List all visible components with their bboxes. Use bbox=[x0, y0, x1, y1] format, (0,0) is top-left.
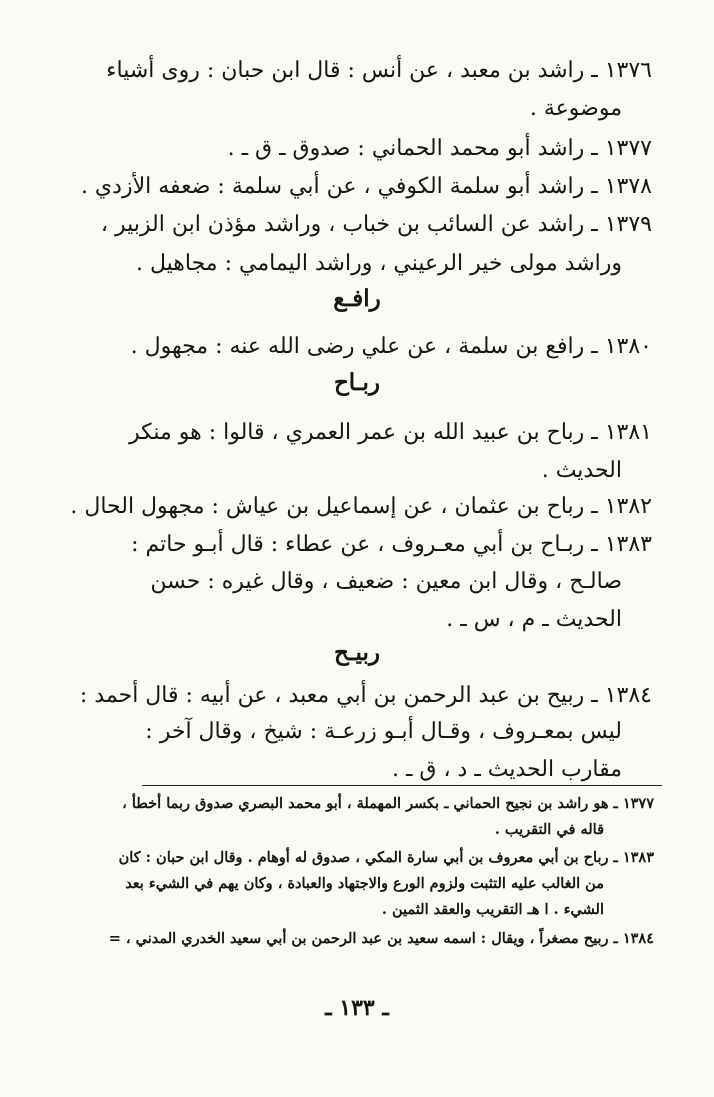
entry-1383-cont-2: الحديث ـ م ، س ـ . bbox=[446, 607, 622, 632]
footnote-1377-cont: قاله في التقريب . bbox=[494, 821, 604, 838]
section-heading-rubayh: ربيـح bbox=[333, 639, 381, 666]
section-heading-rafi: رافـع bbox=[333, 285, 381, 312]
footnote-1383: ١٣٨٣ ـ رباح بن أبي معروف بن أبي سارة المكي ، صدوق له أوهام . وقال ابن حبان : كان bbox=[118, 849, 654, 866]
footnote-1384: ١٣٨٤ ـ ربيح مصغراً ، ويقال : اسمه سعيد بن عبد الرحمن بن أبي سعيد الخدري المدني ، = bbox=[108, 930, 654, 947]
entry-1377: ١٣٧٧ ـ راشد أبو محمد الحماني : صدوق ـ ق ـ . bbox=[227, 136, 652, 161]
entry-1384-cont-2: مقارب الحديث ـ د ، ق ـ . bbox=[391, 757, 622, 782]
footnote-divider bbox=[142, 785, 662, 786]
entry-1376-cont: موضوعة . bbox=[529, 96, 622, 121]
entry-1376: ١٣٧٦ ـ راشد بن معبد ، عن أنس : قال ابن حبان : روى أشياء bbox=[106, 58, 652, 83]
entry-1382: ١٣٨٢ ـ رباح بن عثمان ، عن إسماعيل بن عياش : مجهول الحال . bbox=[70, 494, 652, 519]
page-number: ـ ١٣٣ ـ bbox=[325, 995, 389, 1021]
entry-1381: ١٣٨١ ـ رباح بن عبيد الله بن عمر العمري ، قالوا : هو منكر bbox=[129, 420, 652, 445]
entry-1378: ١٣٧٨ ـ راشد أبو سلمة الكوفي ، عن أبي سلمة : ضعفه الأزدي . bbox=[80, 174, 652, 199]
footnote-1377: ١٣٧٧ ـ هو راشد بن نجيح الحماني ـ بكسر المهملة ، أبو محمد البصري صدوق ربما أخطأ ، bbox=[122, 795, 654, 812]
entry-1380: ١٣٨٠ ـ رافع بن سلمة ، عن علي رضى الله عنه : مجهول . bbox=[130, 334, 652, 359]
entry-1384-cont-1: ليس بمعـروف ، وقـال أبـو زرعـة : شيخ ، وقال آخر : bbox=[145, 719, 622, 744]
footnote-1383-cont-2: الشيء . ا هـ التقريب والعقد الثمين . bbox=[381, 901, 604, 918]
entry-1384: ١٣٨٤ ـ ربيح بن عبد الرحمن بن أبي معبد ، عن أبيه : قال أحمد : bbox=[79, 683, 652, 708]
entry-1379: ١٣٧٩ ـ راشد عن السائب بن خباب ، وراشد مؤذن ابن الزبير ، bbox=[100, 212, 652, 237]
section-heading-rabah: ربـاح bbox=[333, 369, 381, 396]
entry-1383-cont-1: صالـح ، وقال ابن معين : ضعيف ، وقال غيره : حسن bbox=[150, 569, 622, 594]
footnote-1383-cont-1: من الغالب عليه التثبت ولزوم الورع والاجتهاد والعبادة ، وكان يهم في الشيء بعد bbox=[125, 875, 604, 892]
entry-1379-cont: وراشد مولى خير الرعيني ، وراشد اليمامي : مجاهيل . bbox=[136, 251, 622, 276]
entry-1381-cont: الحديث . bbox=[541, 458, 622, 483]
entry-1383: ١٣٨٣ ـ ربـاح بن أبي معـروف ، عن عطاء : قال أبـو حاتم : bbox=[131, 532, 652, 557]
